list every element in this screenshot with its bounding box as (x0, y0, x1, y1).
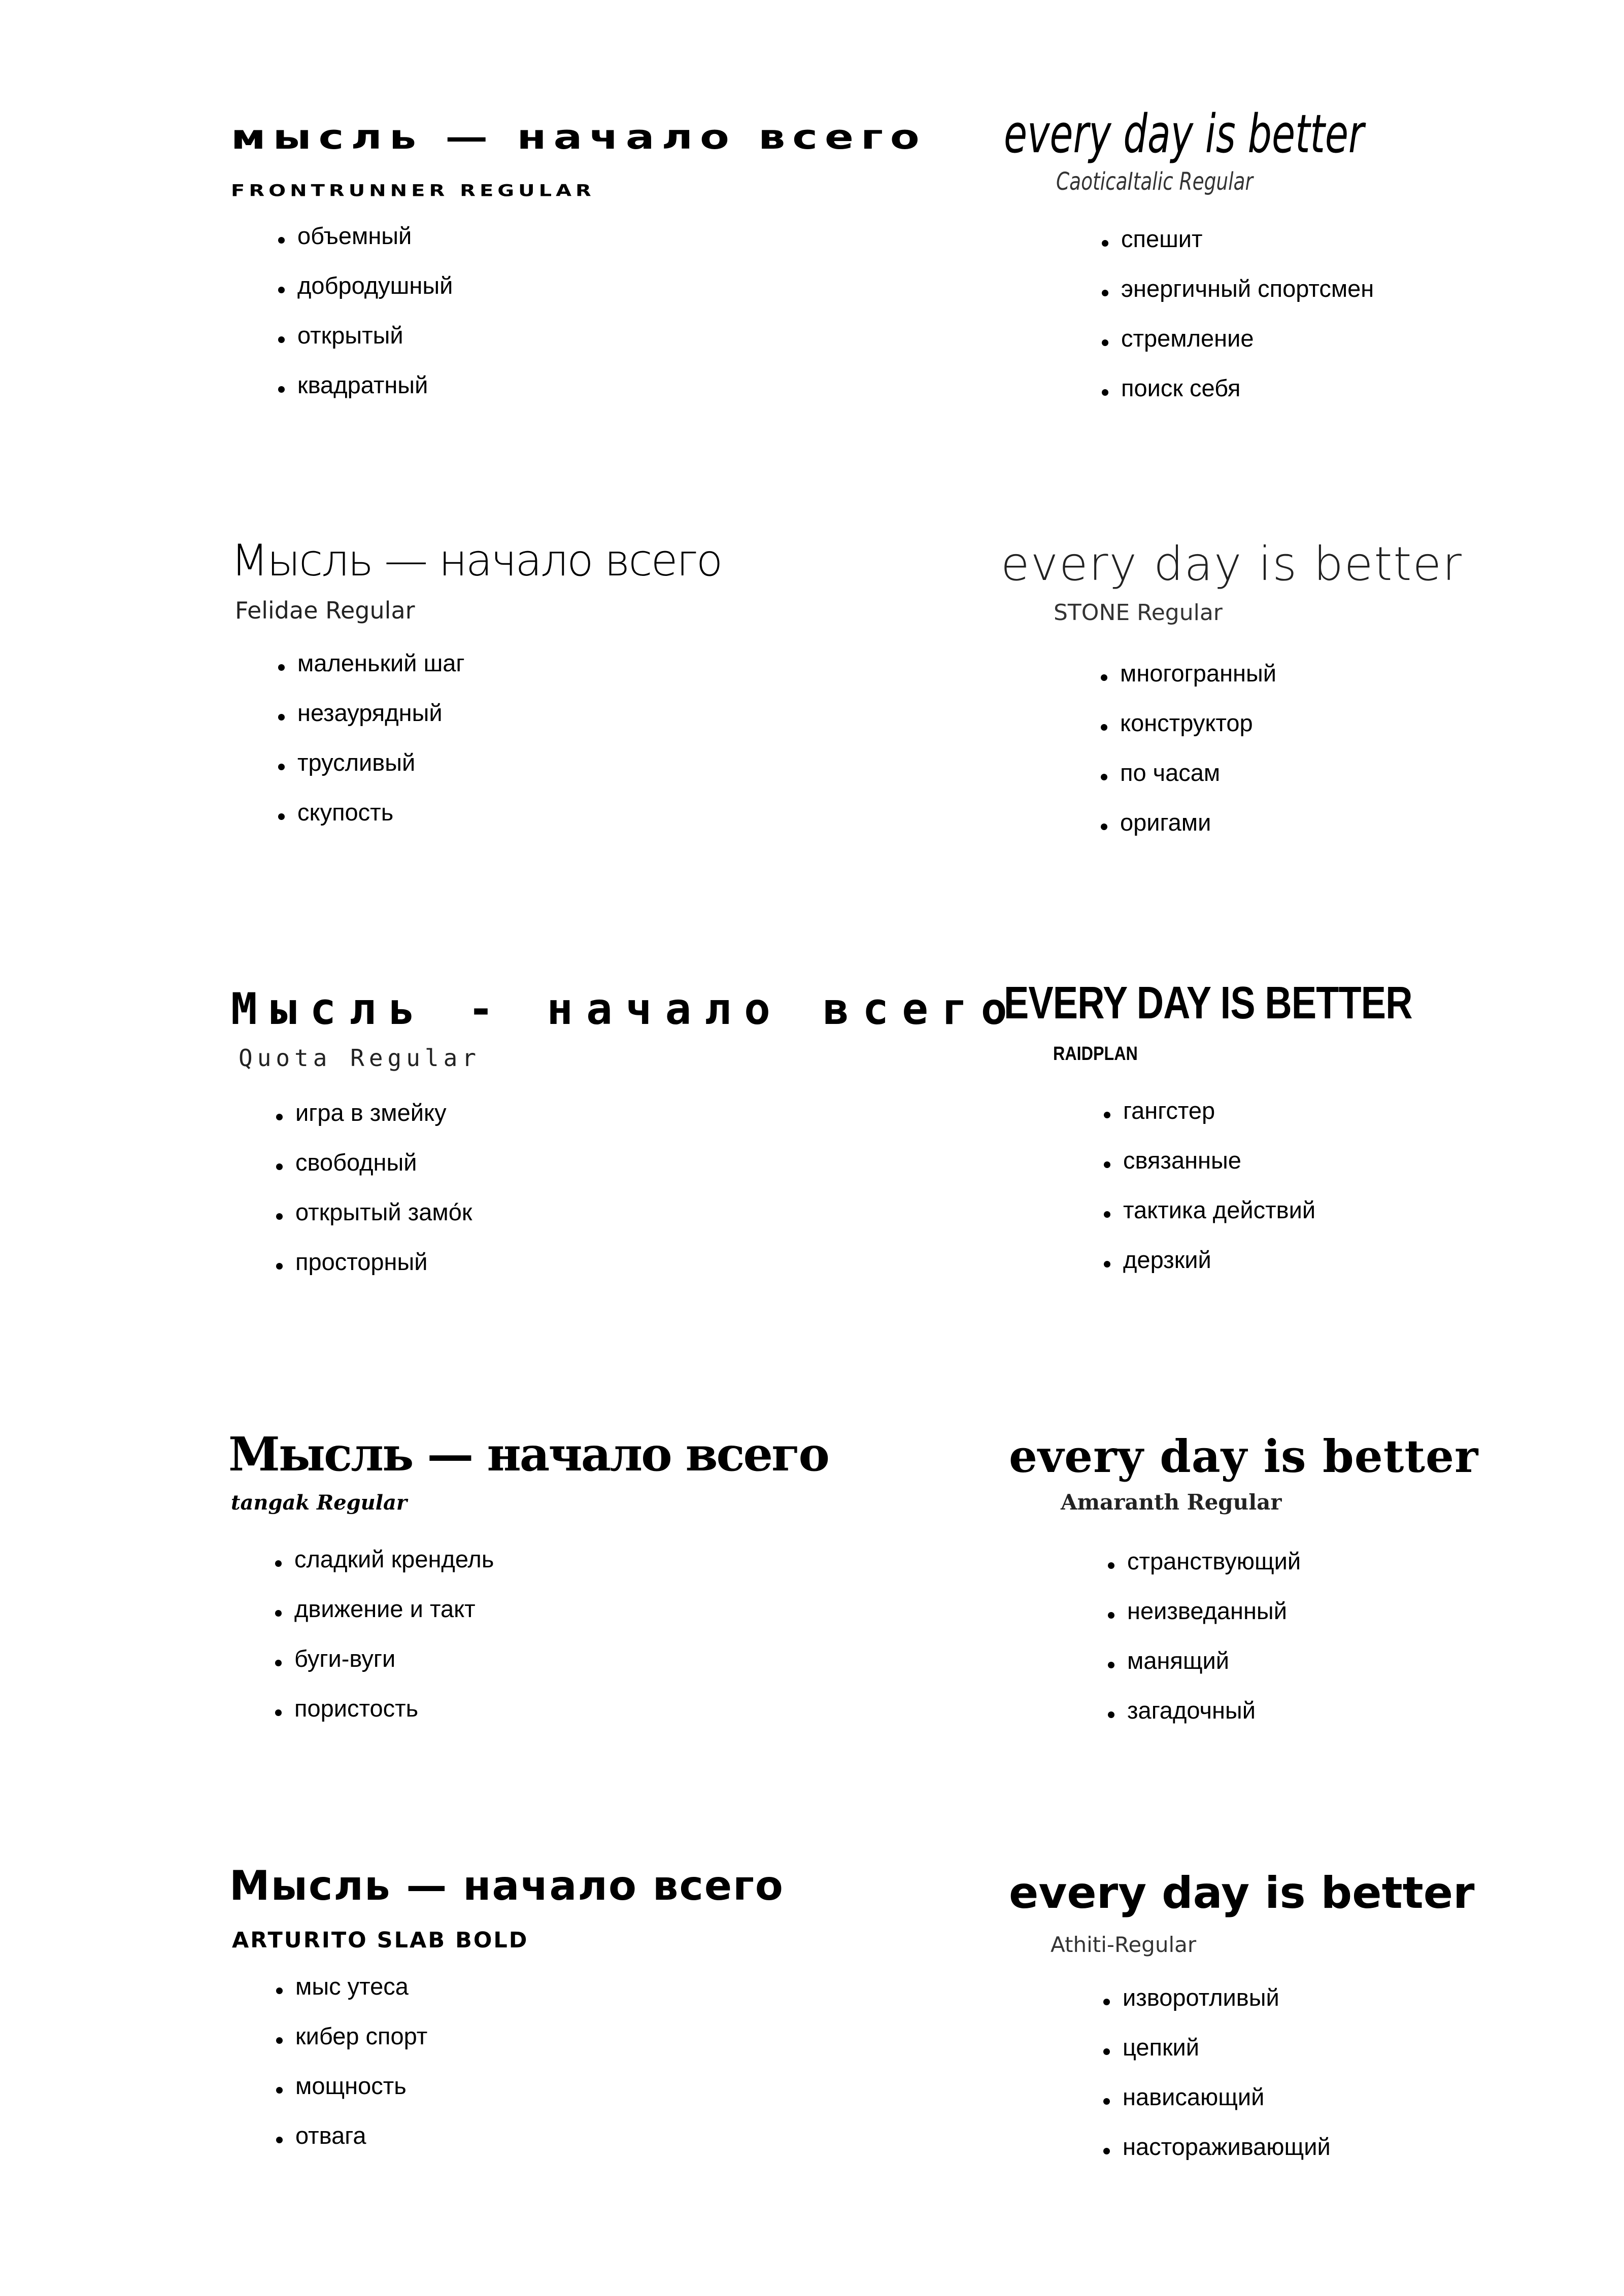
list-item: просторный (276, 1249, 1066, 1299)
specimen-font-name: FRONTRUNNER REGULAR (231, 181, 595, 200)
list-item: игра в змейку (276, 1100, 1066, 1150)
specimen-associations-list (275, 1547, 875, 1745)
list-item: добродушный (278, 273, 974, 323)
specimen-sample-text: Мысль — начало всего (229, 1862, 784, 1909)
list-item: квадратный (278, 372, 974, 422)
list-item: кибер спорт (276, 2024, 831, 2073)
list-item: тактика действий (1104, 1197, 1602, 1247)
list-item: странствующий (1108, 1549, 1577, 1598)
font-specimen-tangak (228, 1427, 828, 1722)
list-item: движение и такт (275, 1596, 875, 1646)
specimen-font-name: Quota Regular (239, 1044, 481, 1072)
list-item: настораживающий (1103, 2134, 1569, 2184)
specimen-font-name: Felidae Regular (235, 597, 415, 624)
specimen-sample-text: every day is better (1004, 103, 1364, 165)
list-item: энергичный спортсмен (1102, 276, 1602, 326)
list-item: скупость (278, 800, 768, 849)
list-item: мыс утеса (276, 1974, 831, 2024)
specimen-associations-list (1101, 661, 1563, 860)
specimen-font-name: STONE Regular (1054, 600, 1223, 626)
specimen-font-name: CaoticaItalic Regular (1056, 167, 1253, 196)
list-item: маленький шаг (278, 650, 768, 700)
specimen-sample-text: мысль — начало всего (231, 117, 927, 157)
specimen-associations-list (276, 1974, 831, 2173)
list-item: загадочный (1108, 1698, 1577, 1747)
specimen-font-name: Amaranth Regular (1061, 1490, 1282, 1515)
list-item: неизведанный (1108, 1598, 1577, 1648)
specimen-sample-text: Мысль — начало всего (228, 1427, 828, 1482)
list-item: многогранный (1101, 661, 1563, 710)
specimen-associations-list (1104, 1098, 1602, 1297)
list-item: конструктор (1101, 710, 1563, 760)
specimen-associations-list (276, 1100, 1066, 1299)
specimen-font-name: tangak Regular (231, 1491, 407, 1515)
font-specimen-frontrunner (231, 117, 927, 398)
list-item: незаурядный (278, 700, 768, 750)
font-specimen-raidplan (1004, 978, 1502, 1273)
list-item: изворотливый (1103, 1985, 1569, 2035)
specimen-font-name: ARTURITO SLAB BOLD (232, 1928, 529, 1953)
font-specimen-arturito (229, 1862, 784, 2149)
list-item: дерзкий (1104, 1247, 1602, 1297)
font-specimen-amaranth (1009, 1430, 1479, 1724)
list-item: пористость (275, 1696, 875, 1745)
list-item: открытый замо́к (276, 1200, 1066, 1249)
list-item: сладкий крендель (275, 1547, 875, 1596)
list-item: оригами (1101, 810, 1563, 860)
list-item: по часам (1101, 760, 1563, 810)
list-item: мощность (276, 2073, 831, 2123)
font-specimen-felidae (231, 535, 722, 826)
specimen-sample-text: Мысль — начало всего (231, 535, 722, 586)
font-specimen-quota (231, 984, 1021, 1275)
specimen-font-name: Athiti-Regular (1051, 1932, 1197, 1957)
list-item: гангстер (1104, 1098, 1602, 1148)
font-specimen-athiti (1009, 1868, 1475, 2160)
list-item: стремление (1102, 326, 1602, 375)
specimen-sample-text: every day is better (1009, 1430, 1479, 1483)
specimen-associations-list (1103, 1985, 1569, 2184)
specimen-sample-text: EVERY DAY IS BETTER (1004, 978, 1412, 1029)
list-item: нависающий (1103, 2084, 1569, 2134)
specimen-font-name: RAIDPLAN (1053, 1043, 1138, 1065)
specimen-associations-list (1102, 226, 1602, 425)
list-item: отвага (276, 2123, 831, 2173)
specimen-associations-list (278, 223, 974, 422)
list-item: манящий (1108, 1648, 1577, 1698)
list-item: объемный (278, 223, 974, 273)
font-specimen-caotica (1004, 103, 1504, 401)
specimen-sample-text: Мысль - начало всего (231, 984, 1021, 1035)
specimen-sample-text: every day is better (1001, 537, 1463, 591)
list-item: спешит (1102, 226, 1602, 276)
list-item: связанные (1104, 1148, 1602, 1197)
list-item: поиск себя (1102, 375, 1602, 425)
font-specimen-stone (1001, 537, 1463, 836)
specimen-associations-list (1108, 1549, 1577, 1747)
list-item: свободный (276, 1150, 1066, 1200)
specimen-associations-list (278, 650, 768, 849)
list-item: цепкий (1103, 2035, 1569, 2084)
list-item: буги-вуги (275, 1646, 875, 1696)
list-item: трусливый (278, 750, 768, 800)
list-item: открытый (278, 323, 974, 372)
specimen-sample-text: every day is better (1009, 1868, 1475, 1918)
